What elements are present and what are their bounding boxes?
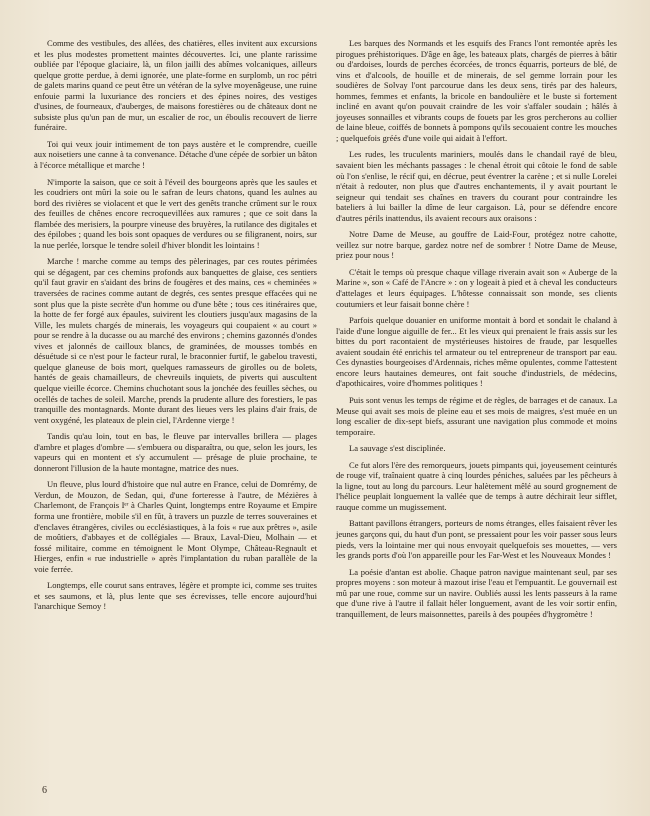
paragraph: Battant pavillons étrangers, porteurs de noms étranges, elles faisaient rêver les jeunes garçons qui, du haut d'un pont, se pressaient pour les voir passer sous leurs pieds, vers la lointaine mer qui nous envoyait quelquefois ses mouettes, — vers les grands ports d'où l'on appareille pour les Far-West et les Nouveaux Mondes !	[336, 518, 617, 561]
paragraph: Ce fut alors l'ère des remorqueurs, jouets pimpants qui, joyeusement ceinturés de rouge vif, traînaient quatre à cinq lourdes péniches, saluées par les pêcheurs à la ligne, tout au long du parcours. Leur halètement mêlé au sourd grognement de l'hélice peuplait longuement la vallée que de temps à autre déchirait leur sifflet, rauque comme un mugissement.	[336, 459, 617, 512]
paragraph: Tandis qu'au loin, tout en bas, le fleuve par intervalles brillera — plages d'ambre et plages d'ombre — s'embuera ou disparaîtra, ou que, selon les jours, les vapeurs qui en montent et s'y accumulent — présage de pluie prochaine, te donneront l'illusion de la haute montagne, matrice des nues.	[34, 431, 317, 473]
paragraph: Les barques des Normands et les esquifs des Francs l'ont remontée après les pirogues préhistoriques. D'âge en âge, les bateaux plats, chargés de pierres à bâtir ou d'ardoises, lourds de perches écorcées, de troncs équarris, porteurs de blé, de vins et d'alcools, de houille et de minerais, de sel gemme lorrain pour les soudières de Solvay l'ont parcourue dans les deux sens, tirés par des haleurs, hommes, femmes et enfants, la bricole en bandoulière et le buste si fortement incliné en avant qu'on pouvait craindre de les voir s'affaler soudain ; hâlés à joyeuses sonnailles et vibrants coups de fouets par les gros percherons au collier de laine bleue, coiffés de bonnets à pompons qu'ils secouaient contre les mouches ; quelquefois gréés d'une voile qui aidait à l'effort.	[336, 38, 617, 143]
left-column	[34, 38, 317, 618]
page-number: 6	[42, 785, 47, 796]
paragraph: C'était le temps où presque chaque village riverain avait son « Auberge de la Marine », son « Café de l'Ancre » : on y logeait à pied et à cheval les conducteurs d'attelages et leurs équipages. L'hôtesse connaissait son monde, ses clients coutumiers et leur faisait bonne chère !	[336, 266, 617, 309]
paragraph: La poésie d'antan est abolie. Chaque patron navigue maintenant seul, par ses propres moyens : son moteur à mazout irise l'eau et l'empuantit. Le gouvernail est mû par une roue, comme sur un navire. Oubliés aussi les lents passeurs à la rame que d'une rive à l'autre il fallait héler longuement, avant de les voir sortir enfin, tranquillement, de leurs maisonnettes, pareils à des poupées d'hygromètre !	[336, 566, 617, 619]
paragraph: Puis sont venus les temps de régime et de règles, de barrages et de canaux. La Meuse qui avait ses mois de pleine eau et ses mois de maigres, s'est muée en un long escalier de dix-sept biefs, assurant une navigation plus commode et moins temporaire.	[336, 394, 617, 437]
paragraph: Les rudes, les truculents mariniers, moulés dans le chandail rayé de bleu, savaient bien les méchants passages : le chenal étroit qui côtoie le fond de sable où l'on s'enlise, le récif qui, en décrue, peut éventrer la carène ; et si nulle Lorelei n'était à redouter, non plus que d'autres enchantements, il y avait pourtant le seigneur qui tendait ses chaînes en travers du courant pour contraindre les bateliers à lui bailler la dîme de leur cargaison. Là, pour se défendre encore d'autres périls inattendus, ils avaient recours aux oraisons :	[336, 149, 617, 223]
paragraph: La sauvage s'est disciplinée.	[349, 443, 446, 454]
paragraph: Longtemps, elle courut sans entraves, légère et prompte ici, comme ses truites et ses saumons, et là, plus lente que ses écrevisses, telle encore aujourd'hui l'anarchique Semoy !	[34, 580, 317, 612]
paragraph: Parfois quelque douanier en uniforme montait à bord et sondait le chaland à l'aide d'une longue aiguille de fer... Et les vieux qui prenaient le frais assis sur les bittes du port racontaient de mystérieuses histoires de fraude, par lesquelles avaient soudain été enrichis tel armateur ou tel entrepreneur de transport par eau. Ces dynasties bourgeoises d'Ardennais, riches même opulentes, comme l'attestent encore leurs hautaines demeures, ont fait souche d'industriels, de médecins, d'apothicaires, voire d'hommes politiques !	[336, 315, 617, 389]
paragraph: Toi qui veux jouir intimement de ton pays austère et le comprendre, cueille aux noisetiers une canne à ta convenance. Détache d'une cépée de sorbier un bâton à l'écorce métallique et marche !	[34, 138, 317, 171]
paragraph: N'importe la saison, que ce soit à l'éveil des bourgeons après que les saules et les coudriers ont mûri la soie ou le safran de leurs chatons, quand les aulnes au bord des rivières se violacent et que le vert des genêts tranche crûment sur le roux des feuilles de chênes encore recroquevillées aux ramures ; que ce soit dans la flambée des merisiers, la pourpre vineuse des bruyères, la rutilance des digitales et des épilobes ; quand les bois sont opaques de verdures ou se filigranent, noirs, sur la nue perlée, lorsque le tendre soleil d'hiver blondit les lointains !	[34, 176, 317, 250]
paragraph: Comme des vestibules, des allées, des chatières, elles invitent aux excursions et les plus modestes promettent maintes découvertes. Ici, une plante rarissime oubliée par l'époque glaciaire, là, un filon jailli des abîmes volcaniques, ailleurs quelque grotte perdue, à demi ignorée, une plate-forme en surplomb, un roc pétri de galets marins quand ce peut être un vétéran de la sylve moyenâgeuse, une ruine enfouie parmi la luxuriance des ronciers et des épines noires, des vestiges d'usines, de fourneaux, d'auberges, de maisons forestières ou de châteaux dont ne subsiste plus qu'un pan de mur, un escalier de roc, un éboulis recouvert de lierre funéraire.	[34, 38, 317, 133]
paragraph: Marche ! marche comme au temps des pèlerinages, par ces routes périmées qui se dégagent, par ces chemins profonds aux banquettes de glaise, ces sentiers qu'il faut gravir en s'aidant des brins de fougères et des mains, ces « cheminées » traversées de racines comme autant de degrés, ces sentes presque effacées qui ne sont plus que la piste secrète d'un homme ou d'une bête ; tous ces itinéraires que, la hotte de fer forgé aux épaules, suivirent les cloutiers jusqu'aux magasins de la Ville, les mulets chargés de minerais, les voyageurs qui coupaient « au court » pour se rendre à la ducasse ou au marché des environs ; chemins gazonnés d'ondes vives et jalonnés de cailloux blancs, de graminées, de mousses tombés en désuétude si ce n'est pour le facteur rural, le braconnier furtif, le gabelou travesti, quelque glaneuse de bois mort, quelques ramasseurs de girolles ou de bolets, hantés de geais chamailleurs, de chevreuils inquiets, de piverts qui auscultent quelque vieille écorce. Chemins chuchotant sous la jonchée des feuilles sèches, ou ocellés de taches de soleil. Marche, prends la prudente allure des forestiers, le pas tranquille des montagnards. Monte durant des lieues vers les plains d'air frais, de vent oxygéné, les plateaux de plein ciel, l'Ardenne vierge !	[34, 256, 317, 425]
paragraph: Notre Dame de Meuse, au gouffre de Laid-Four, protégez notre cahotte, veillez sur notre barque, gardez notre nef de sombrer ! Notre Dame de Meuse, priez pour nous !	[336, 229, 617, 261]
right-column	[336, 38, 617, 625]
paragraph: Un fleuve, plus lourd d'histoire que nul autre en France, celui de Domrémy, de Verdun, de Mouzon, de Sedan, qui, d'une forteresse à l'autre, de Mézières à Charlemont, de François Iᵉʳ à Charles Quint, longtemps entre Royaume et Empire forma une frontière, mobile s'il en fût, à travers un puzzle de terres souveraines et d'enclaves étrangères, civiles ou ecclésiastiques, à la fois « rue aux prêtres », asile de moûtiers, d'abbayes et de collégiales — Braux, Laval-Dieu, Molhain — et fossé militaire, comme en témoignent le Mont Olympe, Château-Regnault et Hierges, enfin « rue industrielle » après l'implantation du ruban parallèle de la voie ferrée.	[34, 479, 317, 574]
